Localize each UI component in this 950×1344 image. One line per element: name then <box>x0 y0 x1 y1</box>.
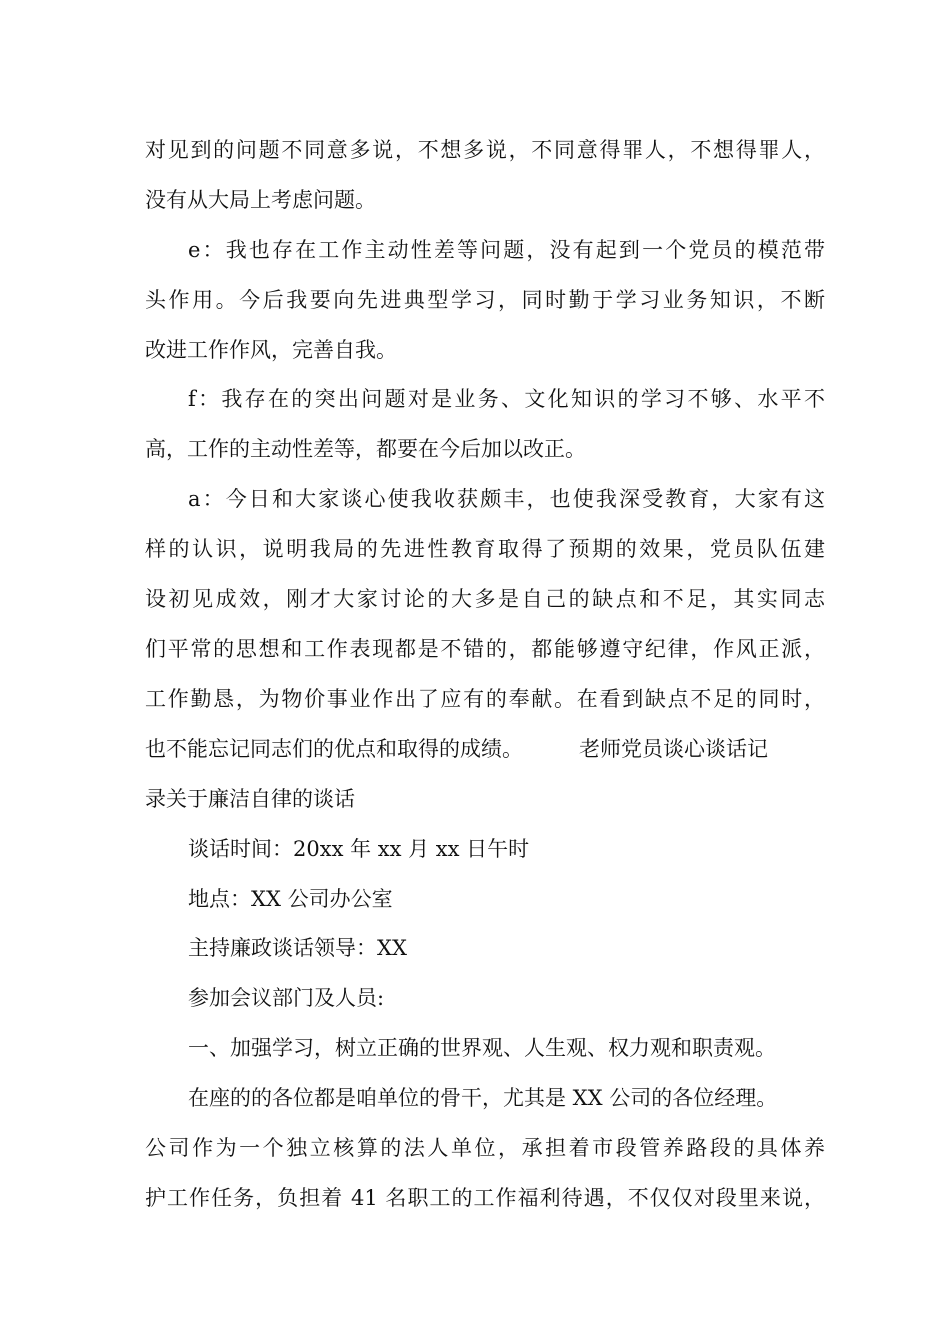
text-line: e：我也存在工作主动性差等问题，没有起到一个党员的模范带 <box>188 238 825 262</box>
text-line: f：我存在的突出问题对是业务、文化知识的学习不够、水平不 <box>188 387 825 411</box>
text-line: 参加会议部门及人员: <box>188 986 385 1010</box>
text-line: 改进工作作风，完善自我。 <box>145 338 397 362</box>
text-line: 设初见成效，刚才大家讨论的大多是自己的缺点和不足，其实同志 <box>145 587 825 611</box>
text-segment: 老师党员谈心谈话记 <box>579 737 768 761</box>
text-line: 录关于廉洁自律的谈话 <box>145 787 355 811</box>
text-line: 高，工作的主动性差等，都要在今后加以改正。 <box>145 437 586 461</box>
text-line: 主持廉政谈话领导：XX <box>188 936 407 960</box>
text-line: 头作用。今后我要向先进典型学习，同时勤于学习业务知识，不断 <box>145 288 825 312</box>
text-line: 一、加强学习，树立正确的世界观、人生观、权力观和职责观。 <box>188 1036 776 1060</box>
text-line: 没有从大局上考虑问题。 <box>145 188 376 212</box>
text-line: 护工作任务，负担着 41 名职工的工作福利待遇，不仅仅对段里来说， <box>145 1186 825 1210</box>
text-line: 样的认识，说明我局的先进性教育取得了预期的效果，党员队伍建 <box>145 537 825 561</box>
text-line: 们平常的思想和工作表现都是不错的，都能够遵守纪律，作风正派， <box>145 637 825 661</box>
text-line: 公司作为一个独立核算的法人单位，承担着市段管养路段的具体养 <box>145 1136 825 1160</box>
text-line: 地点：XX 公司办公室 <box>188 887 393 911</box>
text-line: 对见到的问题不同意多说，不想多说，不同意得罪人，不想得罪人， <box>145 138 825 162</box>
text-line: 工作勤恳，为物价事业作出了应有的奉献。在看到缺点不足的同时， <box>145 687 825 711</box>
text-line: 谈话时间：20xx 年 xx 月 xx 日午时 <box>188 837 530 861</box>
text-line: 在座的的各位都是咱单位的骨干，尤其是 XX 公司的各位经理。 <box>188 1086 778 1110</box>
text-segment: 也不能忘记同志们的优点和取得的成绩。 <box>145 737 523 761</box>
text-line <box>0 734 950 764</box>
text-line: a：今日和大家谈心使我收获颇丰，也使我深受教育，大家有这 <box>188 487 825 511</box>
